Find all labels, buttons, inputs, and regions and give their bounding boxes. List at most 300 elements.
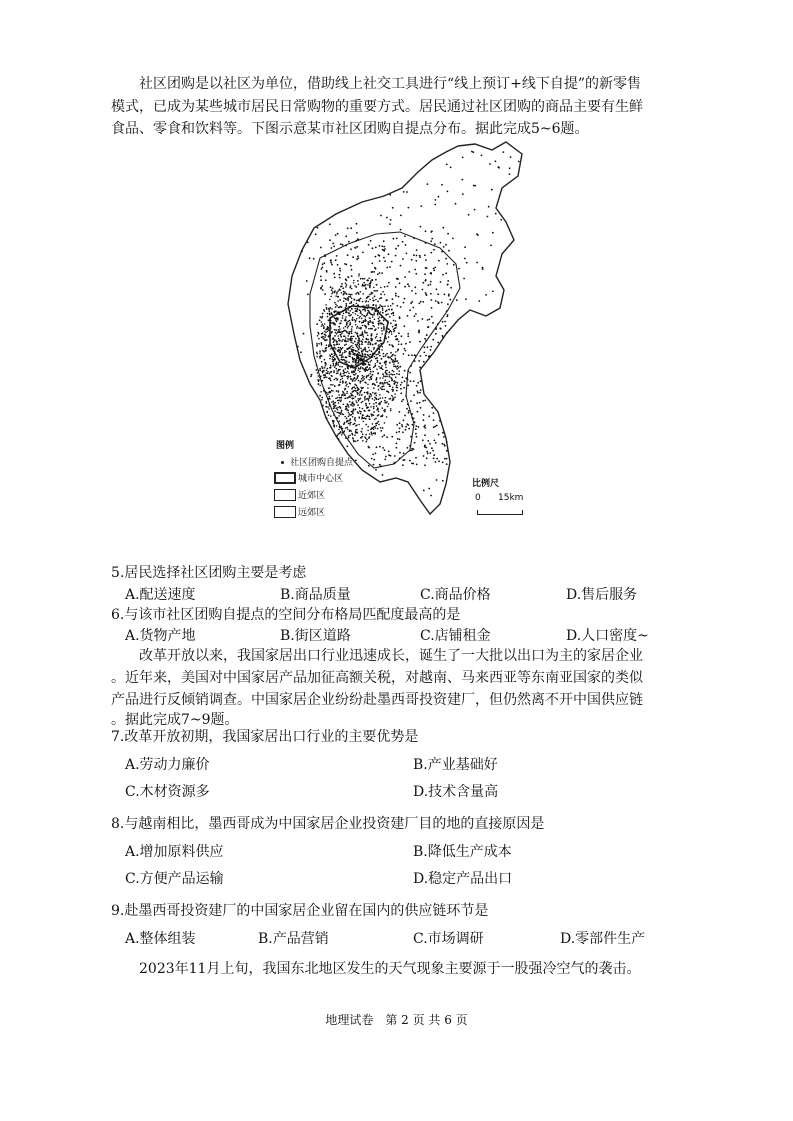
pickup-point (368, 244, 370, 246)
pickup-point (393, 331, 395, 333)
pickup-point (343, 335, 345, 337)
pickup-point (414, 442, 416, 444)
pickup-point (487, 216, 489, 218)
pickup-point (373, 432, 375, 434)
pickup-point (345, 408, 347, 410)
pickup-point (443, 444, 445, 446)
pickup-point (348, 416, 350, 418)
pickup-point (343, 313, 345, 315)
pickup-point (396, 390, 398, 392)
pickup-point (374, 356, 376, 358)
pickup-point (350, 336, 352, 338)
pickup-point (362, 367, 364, 369)
pickup-point (346, 417, 348, 419)
pickup-point (303, 333, 305, 335)
pickup-point (350, 379, 352, 381)
pickup-point (386, 353, 388, 355)
pickup-point (362, 380, 364, 382)
pickup-point (336, 333, 338, 335)
pickup-point (500, 219, 502, 221)
pickup-point (351, 365, 353, 367)
pickup-point (378, 323, 380, 325)
pickup-point (370, 413, 372, 415)
pickup-point (362, 440, 364, 442)
pickup-point (372, 247, 374, 249)
pickup-point (346, 348, 348, 350)
pickup-point (363, 285, 365, 287)
pickup-point (328, 308, 330, 310)
pickup-point (337, 364, 339, 366)
pickup-point (453, 264, 455, 266)
pickup-point (332, 291, 334, 293)
pickup-point (383, 328, 385, 330)
scale-bar (477, 510, 523, 515)
pickup-point (320, 355, 322, 357)
pickup-point (321, 366, 323, 368)
pickup-point (351, 298, 353, 300)
pickup-point (342, 428, 344, 430)
pickup-point (334, 366, 336, 368)
pickup-point (348, 435, 350, 437)
pickup-point (375, 328, 377, 330)
pickup-point (374, 384, 376, 386)
pickup-point (327, 331, 329, 333)
pickup-point (396, 368, 398, 370)
pickup-point (316, 352, 318, 354)
pickup-point (334, 335, 336, 337)
pickup-point (339, 354, 341, 356)
pickup-point (342, 310, 344, 312)
pickup-point (410, 436, 412, 438)
pickup-point (380, 465, 382, 467)
pickup-point (450, 287, 452, 289)
pickup-point (335, 310, 337, 312)
pickup-point (401, 382, 403, 384)
pickup-point (362, 334, 364, 336)
pickup-point (358, 361, 360, 363)
pickup-point (431, 407, 433, 409)
pickup-point (404, 298, 406, 300)
pickup-point (370, 379, 372, 381)
pickup-point (332, 322, 334, 324)
pickup-point (360, 366, 362, 368)
pickup-point (402, 459, 404, 461)
pickup-point (395, 248, 397, 250)
pickup-point (339, 384, 341, 386)
pickup-point (388, 253, 390, 255)
pickup-point (355, 388, 357, 390)
pickup-point (346, 445, 348, 447)
pickup-point (424, 338, 426, 340)
pickup-point (340, 379, 342, 381)
pickup-point (386, 391, 388, 393)
pickup-point (335, 378, 337, 380)
pickup-point (375, 299, 377, 301)
pickup-point (348, 412, 350, 414)
pickup-point (417, 390, 419, 392)
pickup-point (362, 331, 364, 333)
pickup-point (320, 279, 322, 281)
pickup-point (466, 262, 468, 264)
pickup-point (345, 235, 347, 237)
pickup-point (321, 333, 323, 335)
pickup-point (399, 366, 401, 368)
pickup-point (306, 280, 308, 282)
pickup-point (392, 326, 394, 328)
pickup-point (345, 316, 347, 318)
pickup-point (368, 301, 370, 303)
pickup-point (368, 400, 370, 402)
pickup-point (372, 398, 374, 400)
pickup-point (379, 255, 381, 257)
pickup-point (404, 235, 406, 237)
pickup-point (364, 392, 366, 394)
pickup-point (369, 367, 371, 369)
pickup-point (362, 433, 364, 435)
intro1-line1: 社区团购是以社区为单位，借助线上社交工具进行“线上预订+线下自提”的新零售 (139, 76, 642, 92)
pickup-point (471, 151, 473, 153)
pickup-point (408, 354, 410, 356)
pickup-point (340, 373, 342, 375)
pickup-point (375, 469, 377, 471)
pickup-point (399, 458, 401, 460)
pickup-point (341, 292, 343, 294)
q6-option-d: D.人口密度~ (566, 628, 649, 644)
pickup-point (344, 344, 346, 346)
pickup-point (411, 354, 413, 356)
pickup-point (339, 328, 341, 330)
pickup-point (372, 316, 374, 318)
pickup-point (329, 325, 331, 327)
pickup-point (431, 316, 433, 318)
pickup-point (342, 356, 344, 358)
pickup-point (352, 410, 354, 412)
pickup-point (365, 327, 367, 329)
pickup-point (381, 367, 383, 369)
pickup-point (377, 407, 379, 409)
pickup-point (360, 328, 362, 330)
pickup-point (431, 307, 433, 309)
q7-option-b: B.产业基础好 (413, 757, 498, 773)
pickup-point (446, 450, 448, 452)
pickup-point (322, 325, 324, 327)
pickup-point (329, 403, 331, 405)
pickup-point (398, 367, 400, 369)
pickup-point (330, 384, 332, 386)
pickup-point (321, 336, 323, 338)
pickup-point (399, 282, 401, 284)
pickup-point (399, 428, 401, 430)
pickup-point (401, 426, 403, 428)
pickup-point (408, 285, 410, 287)
pickup-point (386, 338, 388, 340)
pickup-point (379, 363, 381, 365)
pickup-point (435, 442, 437, 444)
pickup-point (336, 407, 338, 409)
pickup-point (461, 179, 463, 181)
pickup-point (350, 265, 352, 267)
pickup-point (370, 343, 372, 345)
pickup-point (437, 323, 439, 325)
pickup-point (337, 335, 339, 337)
pickup-point (447, 191, 449, 193)
pickup-point (341, 333, 343, 335)
pickup-point (359, 344, 361, 346)
pickup-point (353, 336, 355, 338)
pickup-point (456, 299, 458, 301)
pickup-point (355, 313, 357, 315)
pickup-point (363, 320, 365, 322)
pickup-point (375, 311, 377, 313)
pickup-point (353, 374, 355, 376)
pickup-point (369, 433, 371, 435)
pickup-point (325, 334, 327, 336)
pickup-point (318, 375, 320, 377)
pickup-point (424, 434, 426, 436)
pickup-point (404, 286, 406, 288)
pickup-point (370, 338, 372, 340)
pickup-point (361, 343, 363, 345)
pickup-point (409, 450, 411, 452)
pickup-point (423, 455, 425, 457)
pickup-point (347, 276, 349, 278)
pickup-point (369, 436, 371, 438)
pickup-point (357, 404, 359, 406)
pickup-point (351, 269, 353, 271)
pickup-point (354, 332, 356, 334)
pickup-point (354, 434, 356, 436)
pickup-point (330, 322, 332, 324)
pickup-point (403, 353, 405, 355)
pickup-point (419, 392, 421, 394)
pickup-point (334, 292, 336, 294)
pickup-point (359, 346, 361, 348)
pickup-point (334, 424, 336, 426)
pickup-point (397, 366, 399, 368)
pickup-point (422, 301, 424, 303)
pickup-point (365, 441, 367, 443)
pickup-point (437, 301, 439, 303)
pickup-point (351, 330, 353, 332)
pickup-point (346, 324, 348, 326)
pickup-point (465, 298, 467, 300)
q9-option-c: C.市场调研 (413, 931, 484, 947)
pickup-point (351, 348, 353, 350)
pickup-point (374, 426, 376, 428)
pickup-point (401, 424, 403, 426)
pickup-point (340, 349, 342, 351)
pickup-point (339, 268, 341, 270)
pickup-point (327, 398, 329, 400)
pickup-point (375, 392, 377, 394)
pickup-point (346, 284, 348, 286)
pickup-point (322, 316, 324, 318)
pickup-point (344, 263, 346, 265)
pickup-point (356, 432, 358, 434)
pickup-point (353, 359, 355, 361)
pickup-point (413, 237, 415, 239)
pickup-point (433, 419, 435, 421)
pickup-point (338, 429, 340, 431)
pickup-point (363, 336, 365, 338)
pickup-point (383, 353, 385, 355)
q5-option-d: D.售后服务 (566, 587, 638, 603)
pickup-point (357, 308, 359, 310)
pickup-point (474, 185, 476, 187)
pickup-point (344, 398, 346, 400)
pickup-point (428, 356, 430, 358)
pickup-point (406, 191, 408, 193)
pickup-point (430, 349, 432, 351)
pickup-point (322, 267, 324, 269)
pickup-point (348, 386, 350, 388)
pickup-point (393, 381, 395, 383)
pickup-point (360, 298, 362, 300)
pickup-point (382, 343, 384, 345)
pickup-point (348, 296, 350, 298)
pickup-point (329, 307, 331, 309)
pickup-point (348, 406, 350, 408)
pickup-point (423, 361, 425, 363)
pickup-point (357, 353, 359, 355)
pickup-point (333, 360, 335, 362)
pickup-point (474, 209, 476, 211)
pickup-point (362, 278, 364, 280)
pickup-point (322, 338, 324, 340)
pickup-point (343, 294, 345, 296)
pickup-point (365, 301, 367, 303)
pickup-point (396, 432, 398, 434)
pickup-point (313, 258, 315, 260)
pickup-point (353, 365, 355, 367)
pickup-point (417, 392, 419, 394)
pickup-point (357, 334, 359, 336)
pickup-point (338, 391, 340, 393)
pickup-point (335, 402, 337, 404)
pickup-point (344, 320, 346, 322)
pickup-point (407, 315, 409, 317)
pickup-point (413, 254, 415, 256)
pickup-point (362, 306, 364, 308)
pickup-point (345, 337, 347, 339)
pickup-point (437, 342, 439, 344)
pickup-point (328, 408, 330, 410)
pickup-point (337, 331, 339, 333)
pickup-point (358, 327, 360, 329)
pickup-point (338, 313, 340, 315)
pickup-point (322, 350, 324, 352)
pickup-point (374, 353, 376, 355)
pickup-point (368, 465, 370, 467)
pickup-point (326, 270, 328, 272)
pickup-point (333, 246, 335, 248)
pickup-point (377, 353, 379, 355)
pickup-point (347, 367, 349, 369)
pickup-point (420, 205, 422, 207)
pickup-point (324, 331, 326, 333)
pickup-point (432, 322, 434, 324)
pickup-point (365, 398, 367, 400)
pickup-point (370, 240, 372, 242)
pickup-point (342, 414, 344, 416)
pickup-point (423, 414, 425, 416)
pickup-point (355, 308, 357, 310)
pickup-point (424, 446, 426, 448)
pickup-point (386, 376, 388, 378)
pickup-point (355, 396, 357, 398)
page-footer: 地理试卷 第 2 页 共 6 页 (325, 1013, 468, 1027)
pickup-point (502, 151, 504, 153)
pickup-point (382, 386, 384, 388)
pickup-point (364, 410, 366, 412)
pickup-point (389, 194, 391, 196)
pickup-point (436, 458, 438, 460)
pickup-point (375, 363, 377, 365)
pickup-point (352, 380, 354, 382)
pickup-point (468, 214, 470, 216)
pickup-point (382, 309, 384, 311)
pickup-point (348, 376, 350, 378)
pickup-point (398, 431, 400, 433)
pickup-point (405, 343, 407, 345)
pickup-point (390, 410, 392, 412)
pickup-point (374, 319, 376, 321)
pickup-point (375, 425, 377, 427)
pickup-point (355, 425, 357, 427)
pickup-point (392, 387, 394, 389)
pickup-point (442, 443, 444, 445)
pickup-point (369, 396, 371, 398)
pickup-point (337, 397, 339, 399)
pickup-point (407, 447, 409, 449)
pickup-point (333, 339, 335, 341)
pickup-point (411, 301, 413, 303)
pickup-point (391, 261, 393, 263)
pickup-point (331, 353, 333, 355)
pickup-point (334, 323, 336, 325)
pickup-point (322, 368, 324, 370)
pickup-point (395, 358, 397, 360)
pickup-point (355, 440, 357, 442)
pickup-point (343, 300, 345, 302)
pickup-point (410, 302, 412, 304)
pickup-point (371, 415, 373, 417)
pickup-point (327, 313, 329, 315)
pickup-point (391, 436, 393, 438)
pickup-point (362, 436, 364, 438)
pickup-point (392, 400, 394, 402)
intro2-line4: 。据此完成7~9题。 (111, 712, 239, 728)
pickup-point (397, 382, 399, 384)
pickup-point (336, 417, 338, 419)
pickup-point (333, 365, 335, 367)
pickup-point (433, 249, 435, 251)
pickup-point (355, 362, 357, 364)
pickup-point (322, 323, 324, 325)
pickup-point (414, 421, 416, 423)
pickup-point (389, 398, 391, 400)
pickup-point (411, 259, 413, 261)
pickup-point (367, 339, 369, 341)
pickup-point (340, 374, 342, 376)
pickup-point (372, 392, 374, 394)
pickup-point (321, 268, 323, 270)
pickup-point (378, 385, 380, 387)
pickup-point (330, 415, 332, 417)
pickup-point (354, 384, 356, 386)
pickup-point (339, 427, 341, 429)
pickup-point (447, 314, 449, 316)
